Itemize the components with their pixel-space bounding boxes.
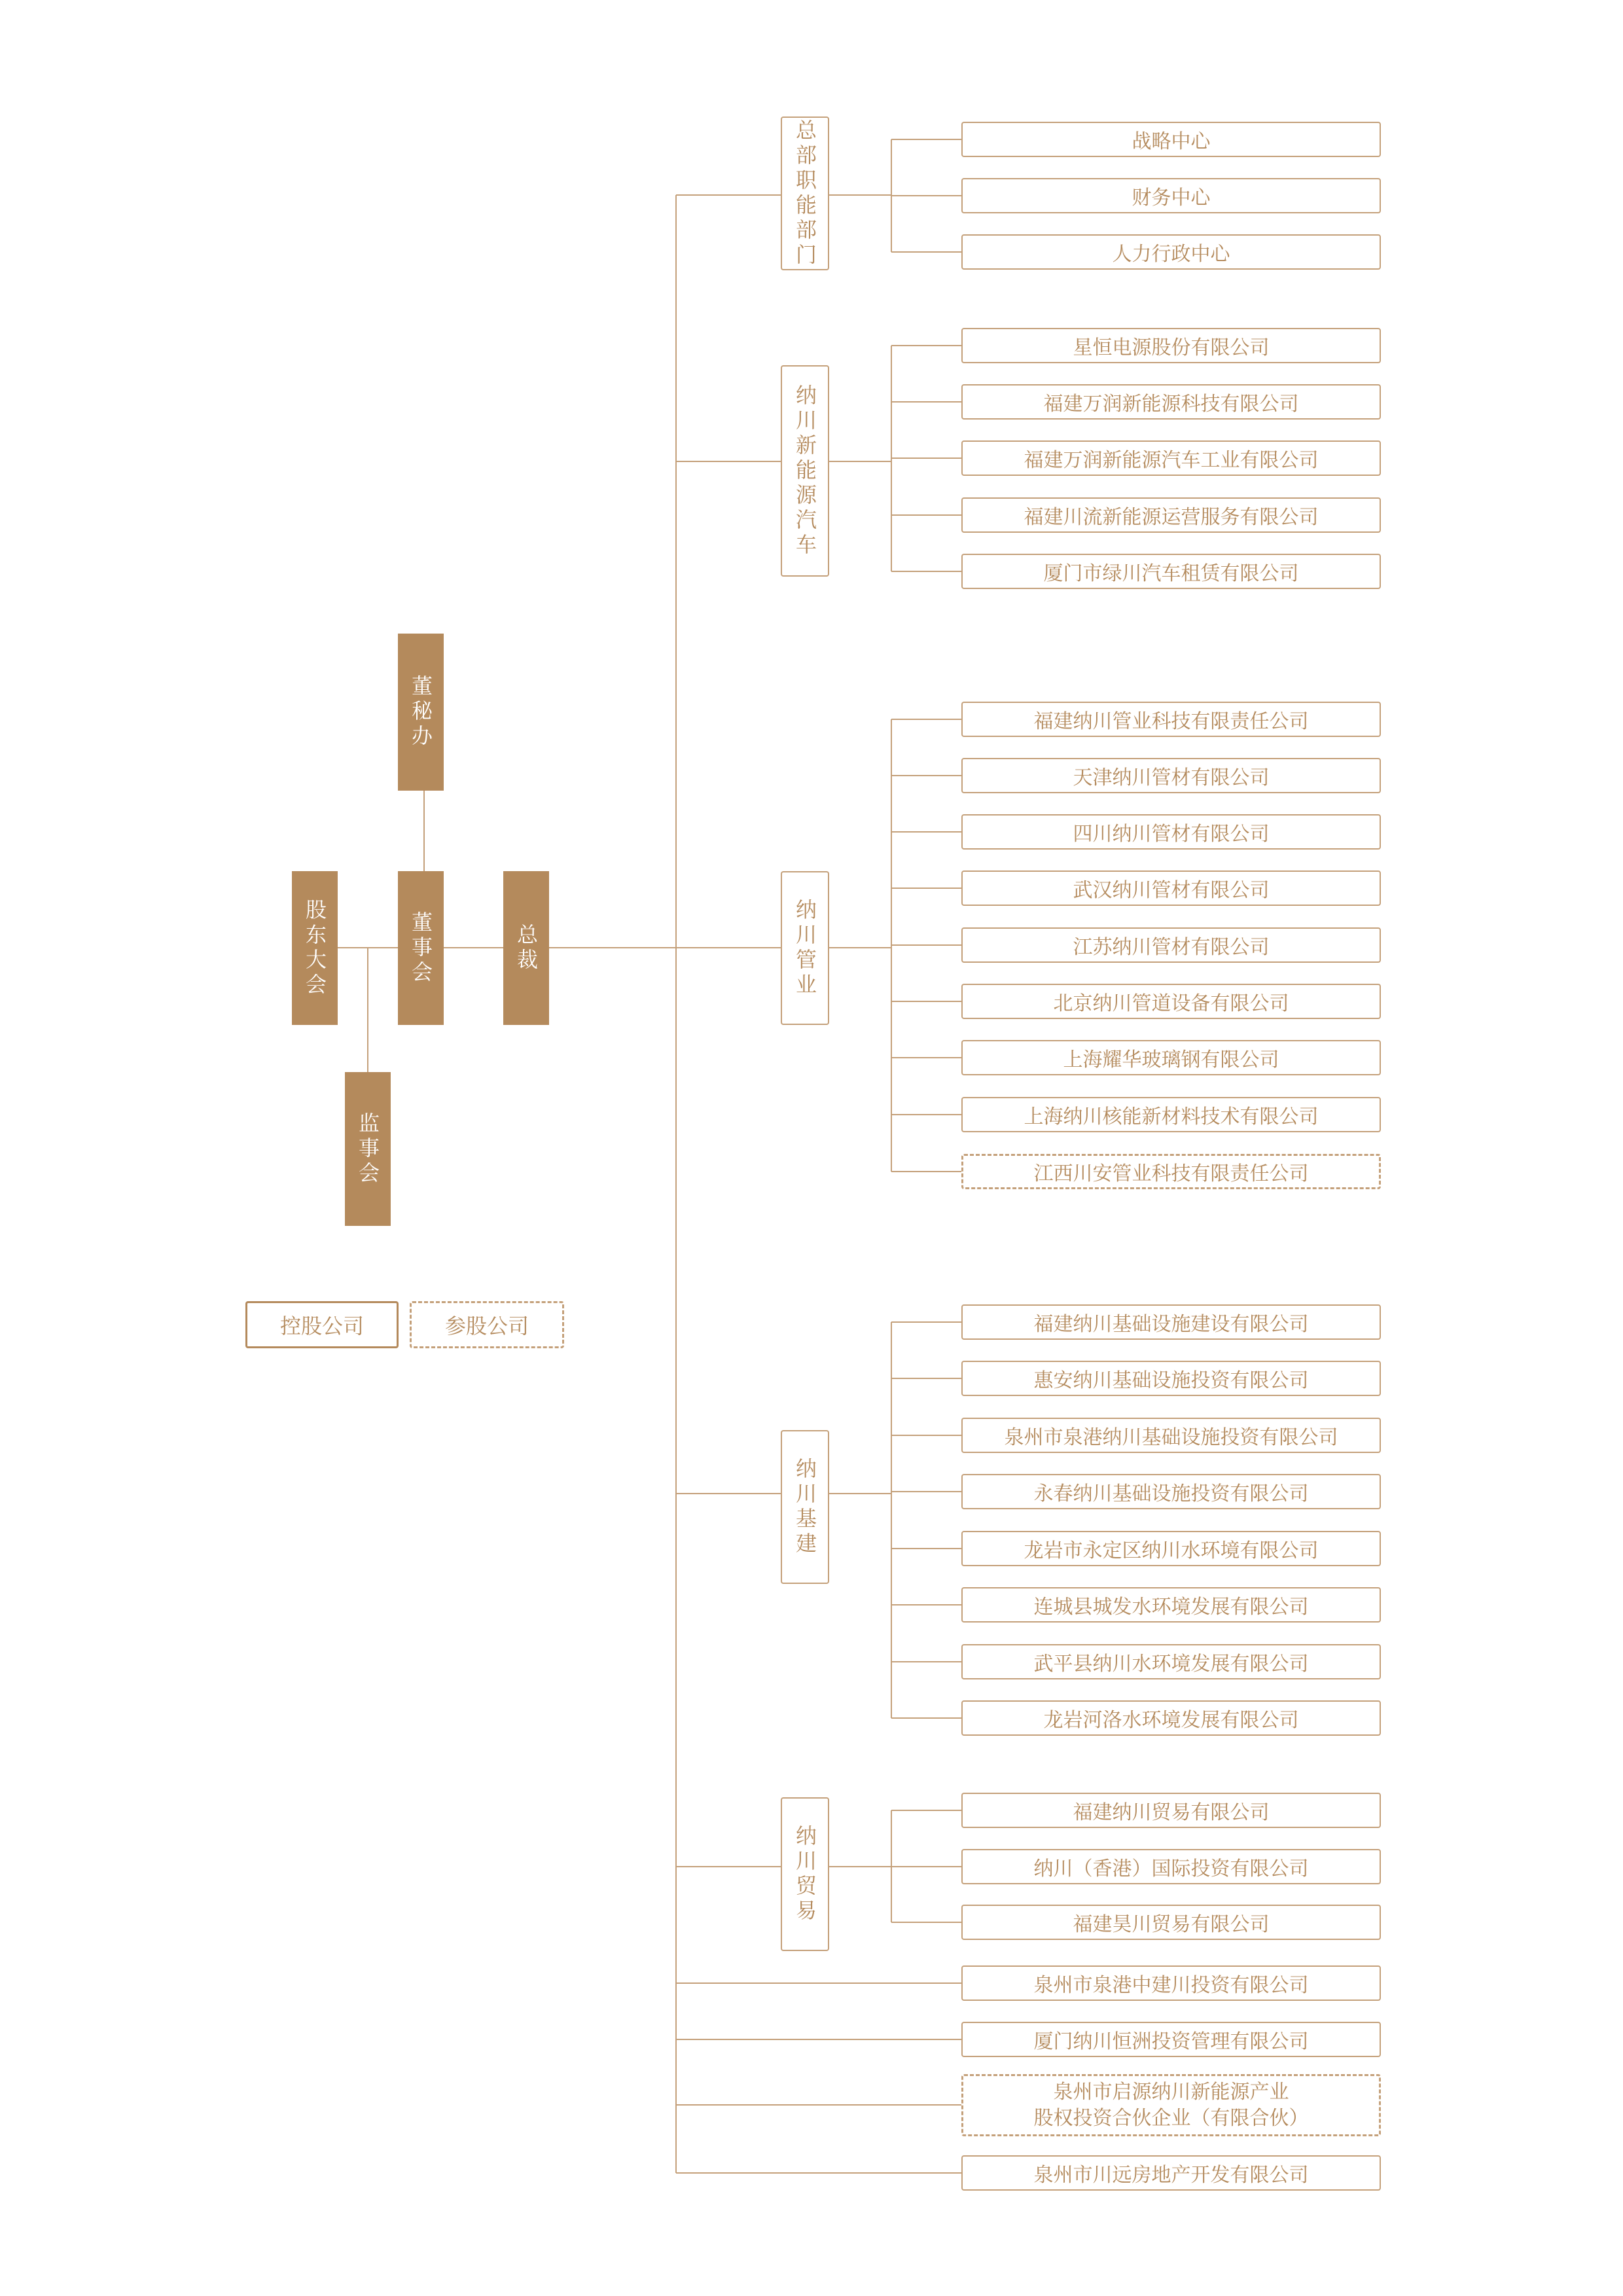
- company-name: 福建纳川基础设施建设有限公司: [1033, 1313, 1309, 1336]
- company-box: [961, 927, 1381, 963]
- division-new-energy-auto-label: 纳川新能源汽车: [793, 384, 817, 558]
- company-box: [961, 554, 1381, 589]
- company-box: [961, 440, 1381, 476]
- legend-participating-label: 参股公司: [444, 1314, 529, 1338]
- company-name: 龙岩市永定区纳川水环境有限公司: [1024, 1539, 1319, 1562]
- company-box: [961, 122, 1381, 157]
- company-name: 江苏纳川管材有限公司: [1073, 936, 1270, 959]
- company-name: 武汉纳川管材有限公司: [1073, 879, 1270, 902]
- company-box: [961, 1474, 1381, 1509]
- company-box: [961, 2022, 1381, 2057]
- division-new-energy-auto: [781, 365, 829, 577]
- division-infrastructure: [781, 1430, 829, 1584]
- company-box: [961, 1849, 1381, 1884]
- company-box: [961, 870, 1381, 906]
- company-box: [961, 234, 1381, 270]
- company-name: 天津纳川管材有限公司: [1073, 766, 1270, 789]
- company-name: 武平县纳川水环境发展有限公司: [1033, 1653, 1309, 1676]
- company-name: 上海耀华玻璃钢有限公司: [1063, 1049, 1279, 1071]
- company-name: 江西川安管业科技有限责任公司: [1033, 1162, 1309, 1185]
- company-box: [961, 984, 1381, 1019]
- division-infrastructure-label: 纳川基建: [793, 1457, 817, 1557]
- company-box: [961, 1304, 1381, 1340]
- company-box: [961, 1793, 1381, 1828]
- president-box: [503, 871, 549, 1025]
- company-name: 星恒电源股份有限公司: [1073, 336, 1270, 359]
- company-box: [961, 1965, 1381, 2001]
- company-box: [961, 2155, 1381, 2191]
- company-box-participating: [961, 2074, 1381, 2136]
- division-pipe: [781, 871, 829, 1025]
- company-box: [961, 1587, 1381, 1623]
- shareholders-meeting-box: [292, 871, 338, 1025]
- company-name: 连城县城发水环境发展有限公司: [1033, 1596, 1309, 1619]
- company-box: [961, 1700, 1381, 1736]
- company-name: 四川纳川管材有限公司: [1073, 823, 1270, 846]
- company-box: [961, 1905, 1381, 1940]
- company-name: 北京纳川管道设备有限公司: [1053, 992, 1289, 1015]
- company-name: 永春纳川基础设施投资有限公司: [1033, 1482, 1309, 1505]
- company-name: 厦门市绿川汽车租赁有限公司: [1043, 562, 1299, 585]
- division-trade: [781, 1797, 829, 1951]
- division-trade-label: 纳川贸易: [793, 1824, 817, 1924]
- company-box: [961, 758, 1381, 793]
- company-box: [961, 497, 1381, 533]
- company-name: 财务中心: [1132, 187, 1211, 209]
- company-name: 上海纳川核能新材料技术有限公司: [1024, 1105, 1319, 1128]
- company-box: [961, 1644, 1381, 1679]
- company-box: [961, 328, 1381, 363]
- company-name: 泉州市泉港纳川基础设施投资有限公司: [1004, 1426, 1338, 1449]
- company-box: [961, 384, 1381, 420]
- company-box: [961, 814, 1381, 850]
- company-name: 福建川流新能源运营服务有限公司: [1024, 506, 1319, 529]
- company-name: 纳川（香港）国际投资有限公司: [1033, 1857, 1309, 1880]
- company-name: 福建万润新能源汽车工业有限公司: [1024, 449, 1319, 472]
- company-box: [961, 1361, 1381, 1396]
- board-box: [398, 871, 444, 1025]
- company-name: 惠安纳川基础设施投资有限公司: [1033, 1369, 1309, 1392]
- company-box: [961, 1418, 1381, 1453]
- company-name-line1: 泉州市启源纳川新能源产业: [1053, 2080, 1289, 2104]
- legend-controlled-label: 控股公司: [279, 1314, 364, 1338]
- company-box-participating: [961, 1154, 1381, 1189]
- secretary-office-label: 董秘办: [408, 675, 433, 749]
- company-box: [961, 1531, 1381, 1566]
- company-name: 福建纳川管业科技有限责任公司: [1033, 710, 1309, 733]
- board-label: 董事会: [408, 910, 433, 986]
- division-pipe-label: 纳川管业: [793, 898, 817, 998]
- company-name: 龙岩河洛水环境发展有限公司: [1043, 1709, 1299, 1732]
- legend-participating: [410, 1301, 564, 1348]
- company-box: [961, 1097, 1381, 1132]
- company-name: 福建昊川贸易有限公司: [1073, 1913, 1270, 1936]
- supervisory-board-box: [345, 1072, 391, 1226]
- company-name: 泉州市川远房地产开发有限公司: [1033, 2164, 1309, 2187]
- company-box: [961, 1040, 1381, 1075]
- division-hq: [781, 117, 829, 270]
- company-name-line2: 股权投资合伙企业（有限合伙）: [1033, 2106, 1309, 2130]
- secretary-office-box: [398, 634, 444, 791]
- division-hq-label: 总部职能部门: [793, 118, 817, 268]
- company-name: 战略中心: [1132, 130, 1211, 153]
- company-box: [961, 702, 1381, 737]
- company-name: 泉州市泉港中建川投资有限公司: [1033, 1974, 1309, 1997]
- company-name: 福建纳川贸易有限公司: [1073, 1801, 1270, 1824]
- legend-controlled: [245, 1301, 399, 1348]
- shareholders-meeting-label: 股东大会: [302, 898, 327, 998]
- company-name: 福建万润新能源科技有限公司: [1043, 393, 1299, 416]
- president-label: 总裁: [514, 923, 539, 973]
- supervisory-board-label: 监事会: [355, 1111, 380, 1187]
- company-name: 厦门纳川恒洲投资管理有限公司: [1033, 2030, 1309, 2053]
- company-name: 人力行政中心: [1112, 243, 1230, 266]
- company-box: [961, 178, 1381, 213]
